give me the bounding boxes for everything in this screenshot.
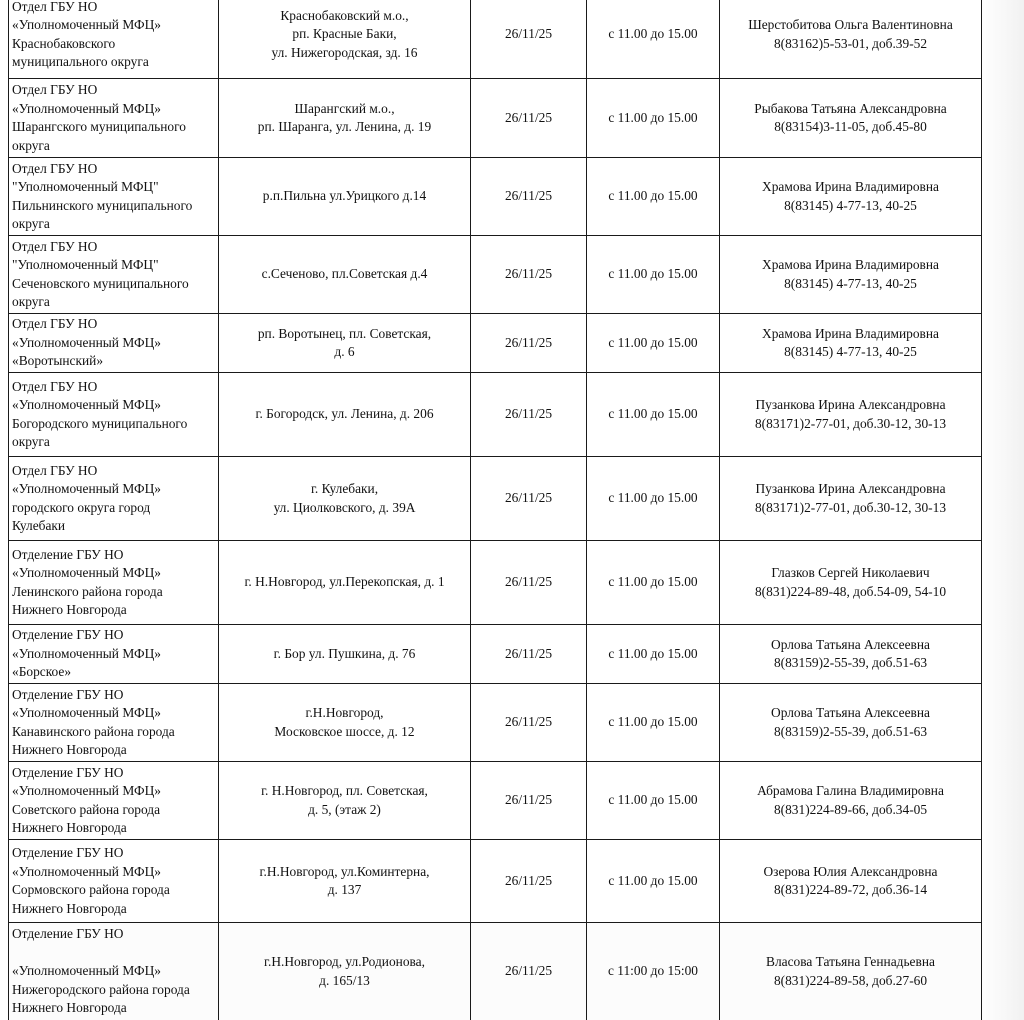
contact-line: Абрамова Галина Владимировна: [757, 783, 944, 798]
date-cell: 26/11/25: [471, 158, 587, 236]
org-name-line: округа: [12, 137, 50, 153]
table-row: [9, 457, 982, 541]
address-line: г.Н.Новгород, ул.Родионова,: [264, 954, 425, 969]
address-cell: [219, 158, 471, 236]
date-cell: 26/11/25: [471, 79, 587, 158]
org-name-line: Советского района города: [12, 801, 161, 817]
contact-cell: [720, 923, 982, 1020]
contact-cell: [720, 236, 982, 314]
contact-cell: [720, 457, 982, 541]
org-name-line: Отдел ГБУ НО: [12, 462, 98, 478]
time-cell: с 11:00 до 15:00: [587, 923, 720, 1020]
contact-line: Храмова Ирина Владимировна: [762, 257, 939, 272]
time-cell: с 11.00 до 15.00: [587, 236, 720, 314]
address-cell: [219, 762, 471, 840]
date-cell: 26/11/25: [471, 625, 587, 684]
address-line: Московское шоссе, д. 12: [274, 723, 415, 739]
org-name-line: "Уполномоченный МФЦ": [12, 257, 159, 272]
address-cell: [219, 923, 471, 1020]
contact-cell: [720, 373, 982, 457]
org-name-line: «Уполномоченный МФЦ»: [12, 17, 161, 32]
address-line: г. Н.Новгород, ул.Перекопская, д. 1: [244, 574, 445, 590]
date-cell: 26/11/25: [471, 541, 587, 625]
contact-line: 8(83145) 4-77-13, 40-25: [784, 344, 917, 359]
address-line: с.Сеченово, пл.Советская д.4: [261, 266, 428, 282]
address-line: г. Богородск, ул. Ленина, д. 206: [255, 406, 434, 422]
address-line: г. Кулебаки,: [310, 481, 379, 496]
time-cell: с 11.00 до 15.00: [587, 541, 720, 625]
org-name-line: Нижнего Новгорода: [12, 1000, 127, 1016]
org-cell: [9, 457, 219, 541]
time-cell: с 11.00 до 15.00: [587, 373, 720, 457]
org-name-line: «Уполномоченный МФЦ»: [12, 963, 161, 979]
org-name-line: Отдел ГБУ НО: [12, 316, 98, 332]
table-row: [9, 684, 982, 762]
org-name-line: Кулебаки: [12, 518, 66, 533]
org-name-line: «Уполномоченный МФЦ»: [12, 100, 161, 116]
org-name-line: «Уполномоченный МФЦ»: [12, 397, 161, 412]
address-line: д. 6: [334, 344, 355, 359]
address-line: ул. Нижегородская, зд. 16: [271, 44, 418, 60]
address-line: г.Н.Новгород,: [305, 705, 384, 720]
address-line: д. 137: [327, 882, 362, 897]
org-name-line: Сормовского района города: [12, 882, 170, 897]
org-name-line: Пильнинского муниципального: [12, 197, 193, 213]
address-line: рп. Воротынец, пл. Советская,: [257, 325, 432, 341]
contact-line: Пузанкова Ирина Александровна: [755, 397, 946, 412]
contact-line: 8(831)224-89-66, доб.34-05: [773, 801, 928, 817]
address-cell: [219, 0, 471, 79]
contact-cell: [720, 0, 982, 79]
date-cell: 26/11/25: [471, 236, 587, 314]
time-cell: с 11.00 до 15.00: [587, 684, 720, 762]
contact-cell: [720, 684, 982, 762]
address-line: р.п.Пильна ул.Урицкого д.14: [262, 188, 427, 204]
date-cell: 26/11/25: [471, 840, 587, 923]
contact-line: 8(83171)2-77-01, доб.30-12, 30-13: [754, 415, 947, 431]
time-cell: с 11.00 до 15.00: [587, 0, 720, 79]
table-row: [9, 236, 982, 314]
table-row: [9, 314, 982, 373]
org-name-line: Краснобаковского: [12, 35, 116, 51]
date-cell: 26/11/25: [471, 457, 587, 541]
address-line: г.Н.Новгород, ул.Коминтерна,: [259, 863, 430, 879]
org-name-line: Отделение ГБУ НО: [12, 926, 124, 942]
contact-line: 8(83171)2-77-01, доб.30-12, 30-13: [754, 499, 947, 515]
time-cell: с 11.00 до 15.00: [587, 840, 720, 923]
schedule-table: [8, 0, 982, 1020]
org-name-line: городского округа город: [12, 499, 151, 515]
table-row: [9, 0, 982, 79]
contact-line: Озерова Юлия Александровна: [763, 863, 938, 879]
time-cell: с 11.00 до 15.00: [587, 158, 720, 236]
date-cell: 26/11/25: [471, 373, 587, 457]
page-edge-shadow: [980, 0, 1024, 1020]
org-name-line: «Уполномоченный МФЦ»: [12, 565, 161, 580]
address-line: рп. Красные Баки,: [292, 26, 397, 42]
contact-cell: [720, 840, 982, 923]
address-cell: [219, 457, 471, 541]
date-cell: 26/11/25: [471, 923, 587, 1020]
contact-cell: [720, 625, 982, 684]
time-cell: с 11.00 до 15.00: [587, 625, 720, 684]
org-cell: [9, 158, 219, 236]
contact-line: 8(83159)2-55-39, доб.51-63: [773, 723, 928, 739]
org-name-line: «Уполномоченный МФЦ»: [12, 783, 161, 798]
org-name-line: Отдел ГБУ НО: [12, 238, 98, 254]
org-name-line: «Уполномоченный МФЦ»: [12, 645, 161, 661]
contact-cell: [720, 541, 982, 625]
table-row: [9, 541, 982, 625]
contact-line: 8(83159)2-55-39, доб.51-63: [773, 655, 928, 670]
org-name-line: Отдел ГБУ НО: [12, 378, 98, 394]
address-line: д. 5, (этаж 2): [308, 801, 381, 817]
contact-line: Храмова Ирина Владимировна: [762, 325, 939, 341]
org-name-line: Ленинского района города: [12, 583, 163, 599]
table-row: [9, 158, 982, 236]
org-cell: [9, 373, 219, 457]
address-cell: [219, 373, 471, 457]
address-line: рп. Шаранга, ул. Ленина, д. 19: [257, 119, 432, 134]
table-row: [9, 762, 982, 840]
org-cell: [9, 541, 219, 625]
contact-line: Глазков Сергей Николаевич: [771, 565, 930, 580]
org-cell: [9, 762, 219, 840]
org-cell: [9, 314, 219, 373]
contact-line: 8(83154)3-11-05, доб.45-80: [774, 119, 927, 134]
org-cell: [9, 684, 219, 762]
address-cell: [219, 840, 471, 923]
org-name-line: Отделение ГБУ НО: [12, 686, 124, 702]
address-cell: [219, 314, 471, 373]
contact-line: Орлова Татьяна Алексеевна: [771, 705, 930, 720]
date-cell: 26/11/25: [471, 314, 587, 373]
address-cell: [219, 79, 471, 158]
org-name-line: "Уполномоченный МФЦ": [12, 179, 159, 194]
date-cell: 26/11/25: [471, 0, 587, 79]
org-name-line: «Уполномоченный МФЦ»: [12, 334, 161, 350]
org-cell: [9, 0, 219, 79]
contact-line: 8(83145) 4-77-13, 40-25: [784, 197, 917, 213]
date-cell: 26/11/25: [471, 684, 587, 762]
org-name-line: Нижнего Новгорода: [12, 602, 127, 617]
org-name-line: Отделение ГБУ НО: [12, 627, 124, 643]
address-cell: [219, 625, 471, 684]
org-name-line: Канавинского района города: [12, 723, 175, 739]
time-cell: с 11.00 до 15.00: [587, 457, 720, 541]
address-line: г. Н.Новгород, пл. Советская,: [261, 783, 428, 798]
address-line: г. Бор ул. Пушкина, д. 76: [273, 645, 416, 661]
contact-cell: [720, 158, 982, 236]
schedule-table-body: [9, 0, 982, 1020]
org-name-line: Нижнего Новгорода: [12, 820, 127, 835]
contact-cell: [720, 762, 982, 840]
address-line: ул. Циолковского, д. 39А: [273, 499, 416, 515]
contact-line: 8(83162)5-53-01, доб.39-52: [773, 35, 928, 51]
org-name-line: Отделение ГБУ НО: [12, 546, 124, 562]
org-name-line: «Борское»: [12, 664, 72, 680]
org-name-line: «Уполномоченный МФЦ»: [12, 863, 161, 879]
org-name-line: Отделение ГБУ НО: [12, 845, 124, 860]
org-name-line: округа: [12, 216, 50, 231]
address-cell: [219, 236, 471, 314]
org-name-line: Отдел ГБУ НО: [12, 82, 98, 97]
org-cell: [9, 923, 219, 1020]
contact-line: Пузанкова Ирина Александровна: [755, 481, 946, 496]
org-name-line: округа: [12, 294, 50, 309]
contact-line: Шерстобитова Ольга Валентиновна: [748, 17, 953, 32]
contact-line: 8(831)224-89-72, доб.36-14: [773, 882, 928, 897]
org-name-line: Шарангского муниципального: [12, 119, 186, 134]
contact-line: Храмова Ирина Владимировна: [762, 179, 939, 194]
org-name-line: Отделение ГБУ НО: [12, 764, 124, 780]
time-cell: с 11.00 до 15.00: [587, 762, 720, 840]
table-row: [9, 79, 982, 158]
contact-line: Власова Татьяна Геннадьевна: [766, 954, 935, 969]
contact-cell: [720, 314, 982, 373]
contact-line: 8(831)224-89-48, доб.54-09, 54-10: [754, 583, 947, 599]
org-name-line: «Уполномоченный МФЦ»: [12, 705, 161, 720]
date-cell: 26/11/25: [471, 762, 587, 840]
table-row: [9, 923, 982, 1020]
contact-line: Орлова Татьяна Алексеевна: [771, 636, 930, 652]
org-name-line: Нижнего Новгорода: [12, 742, 127, 757]
org-name-line: [12, 944, 215, 963]
address-line: д. 165/13: [319, 972, 370, 988]
org-name-line: муниципального округа: [12, 54, 149, 69]
contact-cell: [720, 79, 982, 158]
org-cell: [9, 79, 219, 158]
table-row: [9, 625, 982, 684]
org-name-line: Богородского муниципального: [12, 415, 188, 431]
org-cell: [9, 236, 219, 314]
org-cell: [9, 840, 219, 923]
contact-line: 8(83145) 4-77-13, 40-25: [784, 275, 917, 291]
time-cell: с 11.00 до 15.00: [587, 79, 720, 158]
address-line: Шарангский м.о.,: [294, 100, 395, 116]
address-line: Краснобаковский м.о.,: [280, 7, 409, 23]
org-cell: [9, 625, 219, 684]
table-row: [9, 373, 982, 457]
org-name-line: «Уполномоченный МФЦ»: [12, 481, 161, 496]
org-name-line: округа: [12, 434, 50, 449]
org-name-line: «Воротынский»: [12, 353, 104, 369]
contact-line: Рыбакова Татьяна Александровна: [754, 100, 947, 116]
org-name-line: Отдел ГБУ НО: [12, 0, 98, 14]
time-cell: с 11.00 до 15.00: [587, 314, 720, 373]
org-name-line: Отдел ГБУ НО: [12, 160, 98, 176]
address-cell: [219, 684, 471, 762]
org-name-line: Нижнего Новгорода: [12, 900, 127, 916]
address-cell: [219, 541, 471, 625]
contact-line: 8(831)224-89-58, доб.27-60: [773, 972, 928, 988]
org-name-line: Сеченовского муниципального: [12, 275, 189, 291]
table-row: [9, 840, 982, 923]
org-name-line: Нижегородского района города: [12, 981, 190, 997]
